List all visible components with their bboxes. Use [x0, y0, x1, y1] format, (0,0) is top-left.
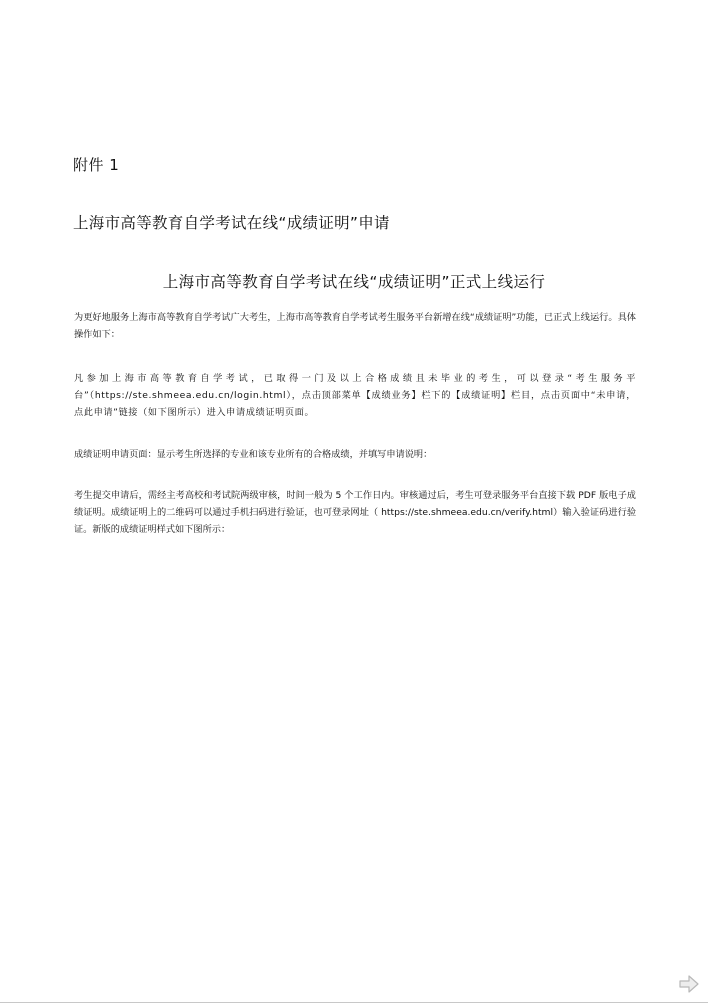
annex-label: 附件 1	[73, 156, 120, 174]
arrow-right-icon	[678, 974, 700, 994]
paragraph-application-page: 成绩证明申请页面：显示考生所选择的专业和该专业所有的合格成绩，并填写申请说明：	[74, 449, 433, 460]
next-page-button[interactable]	[678, 974, 700, 994]
page-bottom-divider	[0, 1002, 708, 1003]
paragraph-login-instructions: 凡参加上海市高等教育自学考试，已取得一门及以上合格成绩且未毕业的考生，可以登录“考生服务平台”（https://ste.shmeea.edu.cn/login.html），点击顶部菜单【成绩业务】栏下的【成绩证明】栏目，点击页面中“未申请，点此申请”链接（如下图所示）进入申请成绩证明页面。	[74, 373, 636, 418]
document-subject: 上海市高等教育自学考试在线“成绩证明”申请	[73, 214, 390, 232]
document-title: 上海市高等教育自学考试在线“成绩证明”正式上线运行	[162, 273, 546, 291]
paragraph-review-process: 考生提交申请后，需经主考高校和考试院两级审核，时间一般为 5 个工作日内。审核通过后，考生可登录服务平台直接下载 PDF 版电子成绩证明。成绩证明上的二维码可以通过手机扫码进行验证，也可登录网址（ https://ste.shmeea.edu.cn/verify.html）输入验证码进行验证。新版的成绩证明样式如下图所示：	[74, 490, 636, 535]
paragraph-intro: 为更好地服务上海市高等教育自学考试广大考生，上海市高等教育自学考试考生服务平台新增在线“成绩证明”功能，已正式上线运行。具体操作如下：	[74, 312, 636, 340]
